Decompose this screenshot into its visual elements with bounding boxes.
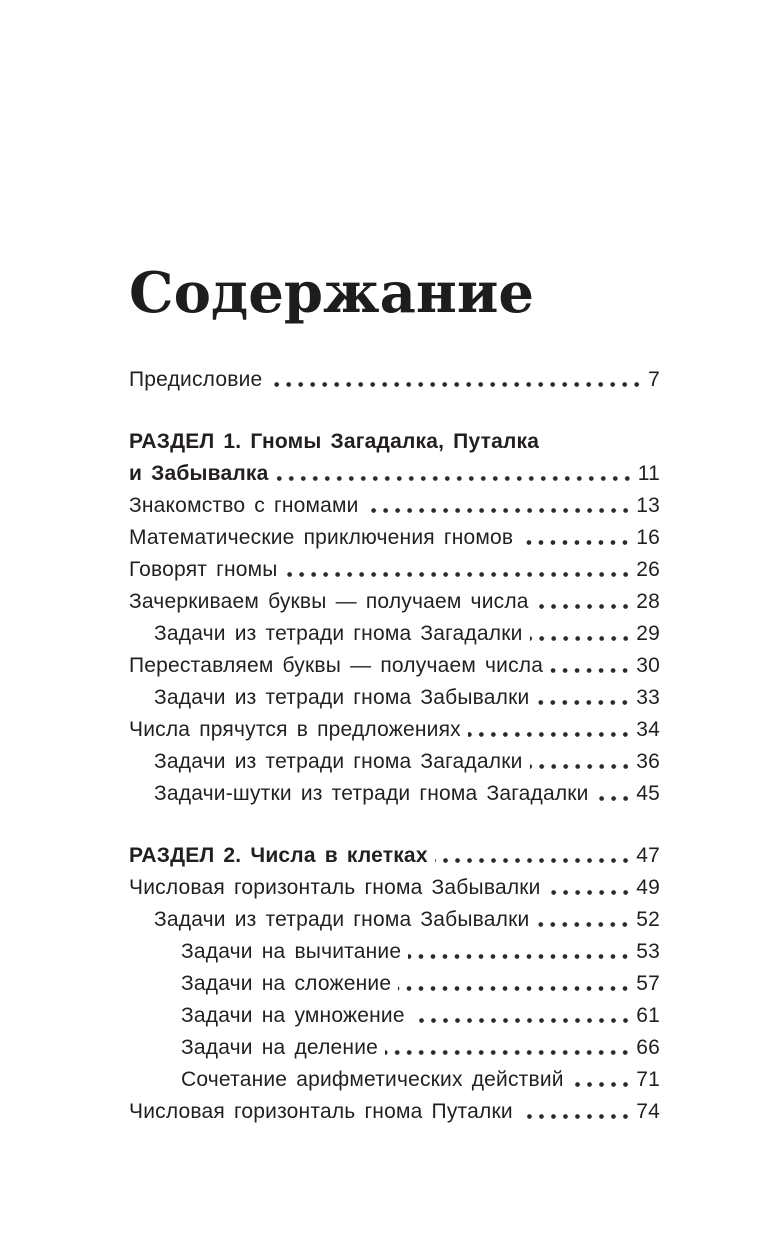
toc-entry-label: Говорят гномы <box>129 558 278 581</box>
dot-leader <box>398 968 631 1000</box>
toc-entry <box>129 682 660 714</box>
toc-entry-page: 26 <box>636 558 660 581</box>
dot-leader <box>366 490 632 522</box>
toc-entry <box>129 364 660 396</box>
toc-entry-page: 47 <box>636 844 660 867</box>
dot-leader <box>536 904 631 936</box>
dot-leader <box>385 1032 631 1064</box>
toc-entry <box>129 458 660 490</box>
toc-entry-page: 16 <box>636 526 660 549</box>
toc-entry <box>129 1000 660 1032</box>
toc-entry-label: Задачи из тетради гнома Забывалки <box>154 908 530 931</box>
toc-entry-page: 57 <box>636 972 660 995</box>
toc-entry-page: 71 <box>636 1068 660 1091</box>
dot-leader <box>468 714 631 746</box>
toc-entry-page: 45 <box>636 782 660 805</box>
toc-entry-label: Числовая горизонталь гнома Забывалки <box>129 876 541 899</box>
toc-entry-page: 61 <box>636 1004 660 1027</box>
toc-list <box>129 364 660 1128</box>
toc-entry-label: РАЗДЕЛ 1. Гномы Загадалка, Путалка <box>129 430 540 453</box>
toc-entry <box>129 714 660 746</box>
toc-entry <box>129 426 660 458</box>
toc-entry-page: 7 <box>648 368 660 391</box>
toc-entry <box>129 522 660 554</box>
toc-entry-label: Знакомство с гномами <box>129 494 359 517</box>
toc-entry <box>129 936 660 968</box>
dot-leader <box>412 1000 632 1032</box>
dot-leader <box>269 364 643 396</box>
toc-entry <box>129 490 660 522</box>
dot-leader <box>408 936 631 968</box>
toc-entry <box>129 968 660 1000</box>
toc-entry-page: 29 <box>636 622 660 645</box>
toc-entry <box>129 904 660 936</box>
toc-entry <box>129 1096 660 1128</box>
dot-leader <box>285 554 632 586</box>
toc-entry <box>129 618 660 650</box>
toc-entry-label: РАЗДЕЛ 2. Числа в клетках <box>129 844 428 867</box>
toc-entry-label: Сочетание арифметических действий <box>181 1068 564 1091</box>
toc-entry <box>129 650 660 682</box>
dot-leader <box>550 650 631 682</box>
toc-entry-page: 34 <box>636 718 660 741</box>
toc-entry-label: Задачи из тетради гнома Забывалки <box>154 686 530 709</box>
toc-entry-page: 74 <box>636 1100 660 1123</box>
toc-entry-label: Зачеркиваем буквы — получаем числа <box>129 590 529 613</box>
toc-entry <box>129 746 660 778</box>
toc-entry <box>129 778 660 810</box>
toc-entry-page: 28 <box>636 590 660 613</box>
toc-entry-label: Задачи на вычитание <box>181 940 402 963</box>
toc-entry-label: Задачи из тетради гнома Загадалки <box>154 750 523 773</box>
dot-leader <box>530 618 632 650</box>
toc-entry <box>129 1064 660 1096</box>
dot-leader <box>536 586 632 618</box>
toc-entry-label: Задачи на умножение <box>181 1004 405 1027</box>
toc-entry-label: Числовая горизонталь гнома Путалки <box>129 1100 513 1123</box>
toc-entry-page: 52 <box>636 908 660 931</box>
toc-entry <box>129 840 660 872</box>
toc-entry-label: Числа прячутся в предложениях <box>129 718 461 741</box>
toc-entry-label: Предисловие <box>129 368 263 391</box>
toc-entry-page: 30 <box>636 654 660 677</box>
toc-entry-label: Переставляем буквы — получаем числа <box>129 654 544 677</box>
toc-entry-label: Задачи на сложение <box>181 972 392 995</box>
toc-entry-label: и Забывалка <box>129 462 269 485</box>
toc-entry-page: 49 <box>636 876 660 899</box>
toc-entry <box>129 586 660 618</box>
toc-entry <box>129 554 660 586</box>
dot-leader <box>276 458 633 490</box>
dot-leader <box>571 1064 632 1096</box>
toc-entry-label: Задачи-шутки из тетради гнома Загадалки <box>154 782 589 805</box>
toc-entry-label: Математические приключения гномов <box>129 526 514 549</box>
toc-entry-page: 36 <box>636 750 660 773</box>
dot-leader <box>530 746 632 778</box>
toc-entry-label: Задачи на деление <box>181 1036 379 1059</box>
dot-leader <box>435 840 632 872</box>
dot-leader <box>520 1096 631 1128</box>
page-title: Содержание <box>129 260 535 326</box>
toc-entry-page: 66 <box>636 1036 660 1059</box>
toc-entry-page: 11 <box>637 462 660 485</box>
dot-leader <box>596 778 632 810</box>
toc-entry <box>129 1032 660 1064</box>
dot-leader <box>520 522 631 554</box>
toc-entry-page: 33 <box>636 686 660 709</box>
toc-entry-label: Задачи из тетради гнома Загадалки <box>154 622 523 645</box>
toc-entry-page: 13 <box>636 494 660 517</box>
toc-entry-page: 53 <box>636 940 660 963</box>
toc-entry <box>129 872 660 904</box>
dot-leader <box>548 872 632 904</box>
dot-leader <box>536 682 631 714</box>
